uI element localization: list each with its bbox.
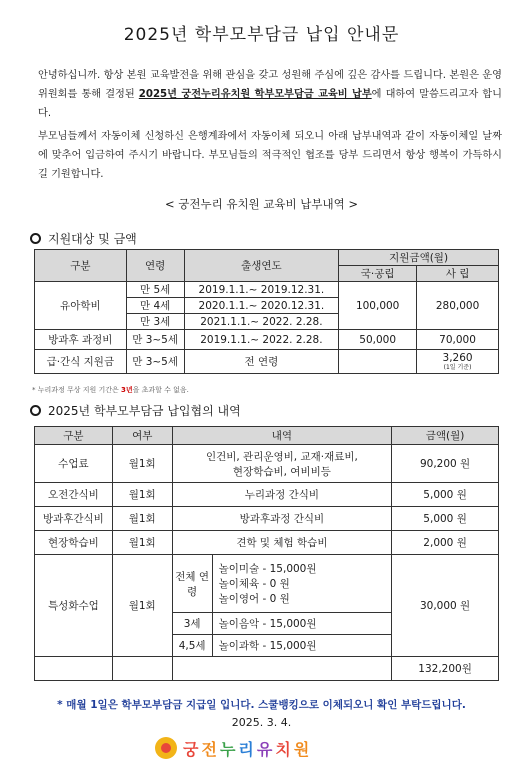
special-all-ages: 전체 연령 [172,555,212,613]
special-age3: 3세 [172,613,212,635]
footnote [32,385,189,395]
meal-public-empty [339,350,417,374]
row-category: 방과후간식비 [35,507,113,531]
footnote-a: * 누리과정 무상 지원 기간은 [32,386,122,394]
header-private: 사 립 [417,266,499,282]
kinder-age: 만 5세 [126,282,184,298]
special-item: 놀이영어 - 0 원 [218,593,290,605]
kinder-age: 만 3세 [126,314,184,330]
circle-bullet-icon [30,405,41,416]
row-content: 방과후과정 간식비 [172,507,392,531]
intro-paragraph-2: 부모님들께서 자동이체 신청하신 은행계좌에서 자동이체 되오니 아래 납부내역과 같이 자동이체일 날짜에 맞추어 입금하여 주시기 바랍니다. 부모님들의 적극적인 협조를 당부 드리면서 항상 행복이 가득하시길 기원합니다. [38,131,502,180]
after-private: 70,000 [417,330,499,350]
row-amount: 5,000 원 [392,507,499,531]
meal-note: (1일 기준) [443,364,472,371]
special-age3-item: 놀이음악 - 15,000원 [212,613,392,635]
row-content: 누리과정 간식비 [172,483,392,507]
circle-bullet-icon [30,233,41,244]
total-empty [172,657,392,681]
row-category: 현장학습비 [35,531,113,555]
payment-table [34,426,499,681]
header-content: 내역 [172,427,392,445]
row-freq: 월1회 [112,531,172,555]
row-freq: 월1회 [112,507,172,531]
kindergarten-logo [155,736,365,760]
kinder-birth: 2019.1.1.~ 2019.12.31. [184,282,339,298]
total-empty [112,657,172,681]
special-age45-item: 놀이과학 - 15,000원 [212,635,392,657]
special-category: 특성화수업 [35,555,113,657]
row-freq: 월1회 [112,483,172,507]
kinder-birth: 2021.1.1.~ 2022. 2.28. [184,314,339,330]
after-public: 50,000 [339,330,417,350]
section-heading-label: 지원대상 및 금액 [48,232,137,246]
logo-char: 전 [201,739,220,759]
meal-amount: 3,260 [442,352,473,364]
footnote-highlight: 3년 [121,386,133,394]
special-age45: 4,5세 [172,635,212,657]
row-amount: 5,000 원 [392,483,499,507]
logo-char: 리 [238,739,257,759]
header-category: 구분 [35,250,127,282]
header-public: 국·공립 [339,266,417,282]
intro-paragraph-1 [26,66,502,123]
logo-char: 치 [275,739,294,759]
after-birth: 2019.1.1.~ 2022. 2.28. [184,330,339,350]
row-content: 견학 및 체험 학습비 [172,531,392,555]
page-title: 2025년 학부모부담금 납입 안내문 [123,25,400,45]
logo-char: 누 [219,739,239,759]
footnote-c: 을 초과할 수 없음. [132,386,189,394]
after-label: 방과후 과정비 [35,330,127,350]
special-all-items [212,555,392,613]
row-amount: 90,200 원 [392,445,499,483]
logo-text [183,737,312,760]
meal-label: 급·간식 지원금 [35,350,127,374]
total-empty [35,657,113,681]
logo-emblem-icon [155,737,177,759]
special-freq: 월1회 [112,555,172,657]
intro-text-a: 안녕하십니까. 항상 본원 교육발전을 위해 관심을 갖고 성원해 주심에 깊은 감사를 드립니다. 본원은 운영위원회를 통해 결정된 [38,70,502,100]
header-amount: 금액(월) [392,427,499,445]
meal-age: 만 3~5세 [126,350,184,374]
special-item: 놀이체육 - 0 원 [218,578,290,590]
kinder-birth: 2020.1.1.~ 2020.12.31. [184,298,339,314]
row-content-line: 인건비, 관리운영비, 교재·재료비, [205,450,358,463]
row-freq: 월1회 [112,445,172,483]
row-amount: 2,000 원 [392,531,499,555]
header-freq: 여부 [112,427,172,445]
header-age: 연령 [126,250,184,282]
kinder-label: 유아학비 [35,282,127,330]
logo-char: 유 [256,739,276,759]
intro-highlight: 2025년 궁전누리유치원 학부모부담금 교육비 납부 [138,89,372,100]
row-content [172,445,392,483]
kinder-private: 280,000 [417,282,499,330]
row-content-line: 현장학습비, 여비비등 [232,465,331,478]
header-support: 지원금액(월) [339,250,499,266]
document-date: 2025. 3. 4. [231,716,292,729]
logo-char: 궁 [183,739,202,759]
logo-char: 원 [293,739,313,759]
meal-birth: 전 연령 [184,350,339,374]
intro-text-b: 에 대하여 말씀드리고자 합니다. [38,89,502,119]
support-table [34,249,499,374]
after-age: 만 3~5세 [126,330,184,350]
section-heading-payment [30,402,241,419]
total-amount: 132,200원 [392,657,499,681]
header-birth: 출생연도 [184,250,339,282]
payment-notice: * 매월 1일은 학부모부담금 지급일 입니다. 스쿨뱅킹으로 이체되오니 확인 부탁드립니다. [57,699,466,711]
row-category: 오전간식비 [35,483,113,507]
kinder-age: 만 4세 [126,298,184,314]
section-subtitle: < 궁전누리 유치원 교육비 납부내역 > [164,197,359,211]
special-item: 놀이미술 - 15,000원 [218,563,317,575]
section-heading-label: 2025년 학부모부담금 납입협의 내역 [48,404,241,418]
header-category: 구분 [35,427,113,445]
section-heading-support [30,230,137,247]
kinder-public: 100,000 [339,282,417,330]
row-category: 수업료 [35,445,113,483]
meal-amount-cell [417,350,499,374]
special-amount: 30,000 원 [392,555,499,657]
